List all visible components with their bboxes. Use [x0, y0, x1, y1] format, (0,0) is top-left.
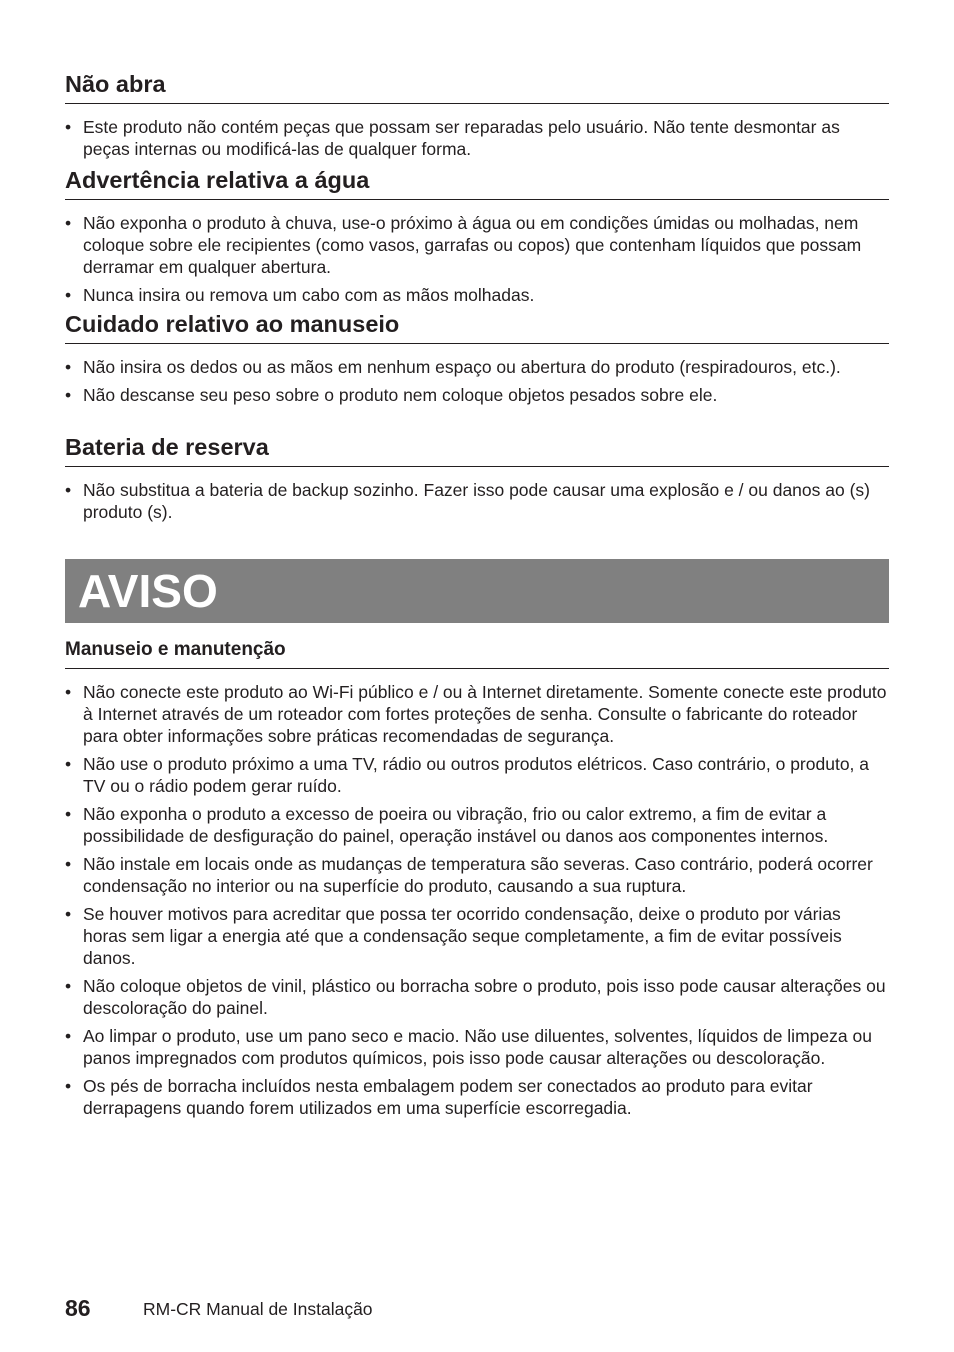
list-item: • Não descanse seu peso sobre o produto nem coloque objetos pesados sobre ele.	[65, 384, 889, 406]
bullet-list	[65, 116, 889, 160]
list-item: • Não coloque objetos de vinil, plástico ou borracha sobre o produto, pois isso pode causar alterações ou descoloração do painel.	[65, 975, 889, 1019]
section-bateria-reserva	[65, 433, 889, 529]
list-item: • Não instale em locais onde as mudanças de temperatura são severas. Caso contrário, poderá ocorrer condensação no interior ou na superfície do produto, causando a sua ruptura.	[65, 853, 889, 897]
section-nao-abra	[65, 70, 889, 166]
list-item: • Se houver motivos para acreditar que possa ter ocorrido condensação, deixe o produto por várias horas sem ligar a energia até que a condensação seque completamente, a fim de evitar possíveis danos.	[65, 903, 889, 969]
list-item: • Nunca insira ou remova um cabo com as mãos molhadas.	[65, 284, 889, 306]
section-heading: Advertência relativa a água	[65, 166, 889, 200]
bullet-list	[65, 479, 889, 523]
section-subheading: Manuseio e manutenção	[65, 638, 889, 669]
list-item: • Este produto não contém peças que possam ser reparadas pelo usuário. Não tente desmontar as peças internas ou modificá-las de qualquer forma.	[65, 116, 889, 160]
aviso-title: AVISO	[78, 565, 218, 617]
aviso-banner	[65, 559, 889, 623]
list-item: • Não conecte este produto ao Wi-Fi público e / ou à Internet diretamente. Somente conecte este produto à Internet através de um roteador com fortes proteções de senha. Consulte o fabricante do roteador para obter informações sobre práticas recomendadas de segurança.	[65, 681, 889, 747]
bullet-list	[65, 681, 889, 1119]
list-item: • Não substitua a bateria de backup sozinho. Fazer isso pode causar uma explosão e / ou danos ao (s) produto (s).	[65, 479, 889, 523]
section-manuseio-manutencao	[65, 638, 889, 1125]
list-item: • Não use o produto próximo a uma TV, rádio ou outros produtos elétricos. Caso contrário, o produto, a TV ou o rádio podem gerar ruído.	[65, 753, 889, 797]
section-heading: Cuidado relativo ao manuseio	[65, 310, 889, 344]
bullet-list	[65, 212, 889, 306]
section-advertencia-agua	[65, 166, 889, 312]
document-title: RM-CR Manual de Instalação	[143, 1299, 373, 1319]
section-heading: Não abra	[65, 70, 889, 104]
list-item: • Ao limpar o produto, use um pano seco e macio. Não use diluentes, solventes, líquidos de limpeza ou panos impregnados com produtos químicos, pois isso pode causar alterações ou descoloração.	[65, 1025, 889, 1069]
page-number: 86	[65, 1295, 91, 1321]
section-heading: Bateria de reserva	[65, 433, 889, 467]
list-item: • Não exponha o produto à chuva, use-o próximo à água ou em condições úmidas ou molhadas, nem coloque sobre ele recipientes (como vasos, garrafas ou copos) que contenham líquidos que possam derramar em qualquer abertura.	[65, 212, 889, 278]
list-item: • Os pés de borracha incluídos nesta embalagem podem ser conectados ao produto para evitar derrapagens quando forem utilizados em uma superfície escorregadia.	[65, 1075, 889, 1119]
list-item: • Não insira os dedos ou as mãos em nenhum espaço ou abertura do produto (respiradouros, etc.).	[65, 356, 889, 378]
bullet-list	[65, 356, 889, 406]
section-cuidado-manuseio	[65, 310, 889, 412]
list-item: • Não exponha o produto a excesso de poeira ou vibração, frio ou calor extremo, a fim de evitar a possibilidade de desfiguração do painel, operação instável ou danos aos componentes internos.	[65, 803, 889, 847]
